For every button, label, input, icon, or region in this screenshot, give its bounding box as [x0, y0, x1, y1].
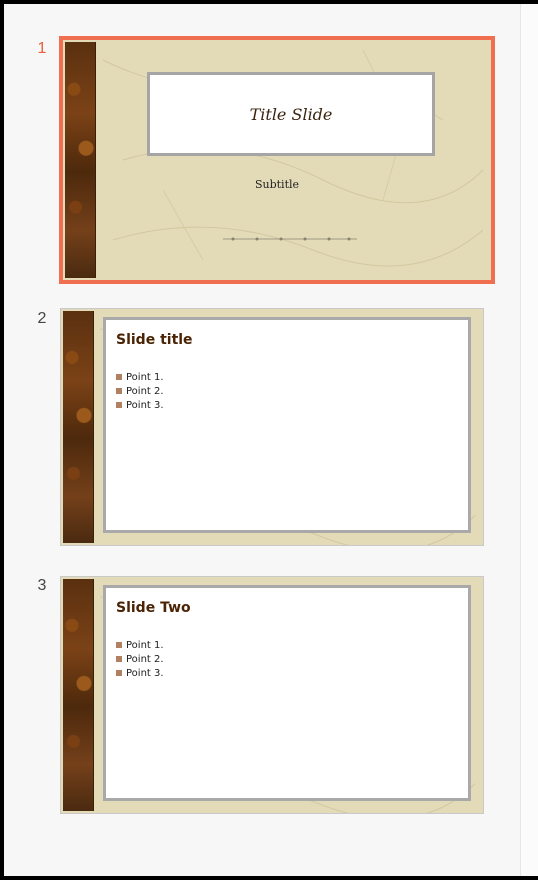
slide-thumbnail-3[interactable]: [60, 576, 484, 814]
slide-2-bullet-list: [116, 370, 164, 412]
bullet-item: [116, 370, 164, 384]
bullet-item: [116, 652, 164, 666]
bullet-text: Point 3.: [126, 667, 164, 679]
slide-3-content-box: [103, 585, 471, 801]
slide-thumbnail-1[interactable]: [59, 36, 495, 284]
slide-1-subtitle: Subtitle: [254, 178, 300, 191]
bullet-square-icon: [116, 642, 122, 648]
slide-thumbnail-2[interactable]: [60, 308, 484, 546]
bullet-text: Point 1.: [126, 371, 164, 383]
bullet-square-icon: [116, 656, 122, 662]
leaf-border-strip: [63, 311, 94, 543]
bullet-item: [116, 384, 164, 398]
bullet-text: Point 2.: [126, 653, 164, 665]
bullet-square-icon: [116, 374, 122, 380]
slide-1-title: Title Slide: [249, 104, 333, 124]
bullet-square-icon: [116, 670, 122, 676]
slide-thumbnail-pane[interactable]: [4, 4, 538, 876]
bullet-text: Point 3.: [126, 399, 164, 411]
bullet-item: [116, 398, 164, 412]
slide-1-title-box: [147, 72, 435, 156]
bullet-text: Point 1.: [126, 639, 164, 651]
bullet-item: [116, 666, 164, 680]
vertical-scrollbar[interactable]: [520, 4, 538, 876]
bullet-text: Point 2.: [126, 385, 164, 397]
leaf-border-strip: [63, 579, 94, 811]
slide-3-bullet-list: [116, 638, 164, 680]
bullet-square-icon: [116, 402, 122, 408]
slide-1-preview: [63, 40, 491, 280]
slide-number-2: 2: [37, 310, 47, 327]
slide-3-preview: [61, 577, 483, 813]
slide-number-3: 3: [37, 577, 47, 594]
slide-number-1: 1: [37, 40, 47, 57]
decorative-dot-line: [223, 235, 357, 243]
slide-2-title: Slide title: [116, 332, 193, 348]
bullet-item: [116, 638, 164, 652]
slide-2-preview: [61, 309, 483, 545]
leaf-border-strip: [65, 42, 96, 278]
bullet-square-icon: [116, 388, 122, 394]
slide-3-title: Slide Two: [116, 600, 191, 616]
slide-2-content-box: [103, 317, 471, 533]
